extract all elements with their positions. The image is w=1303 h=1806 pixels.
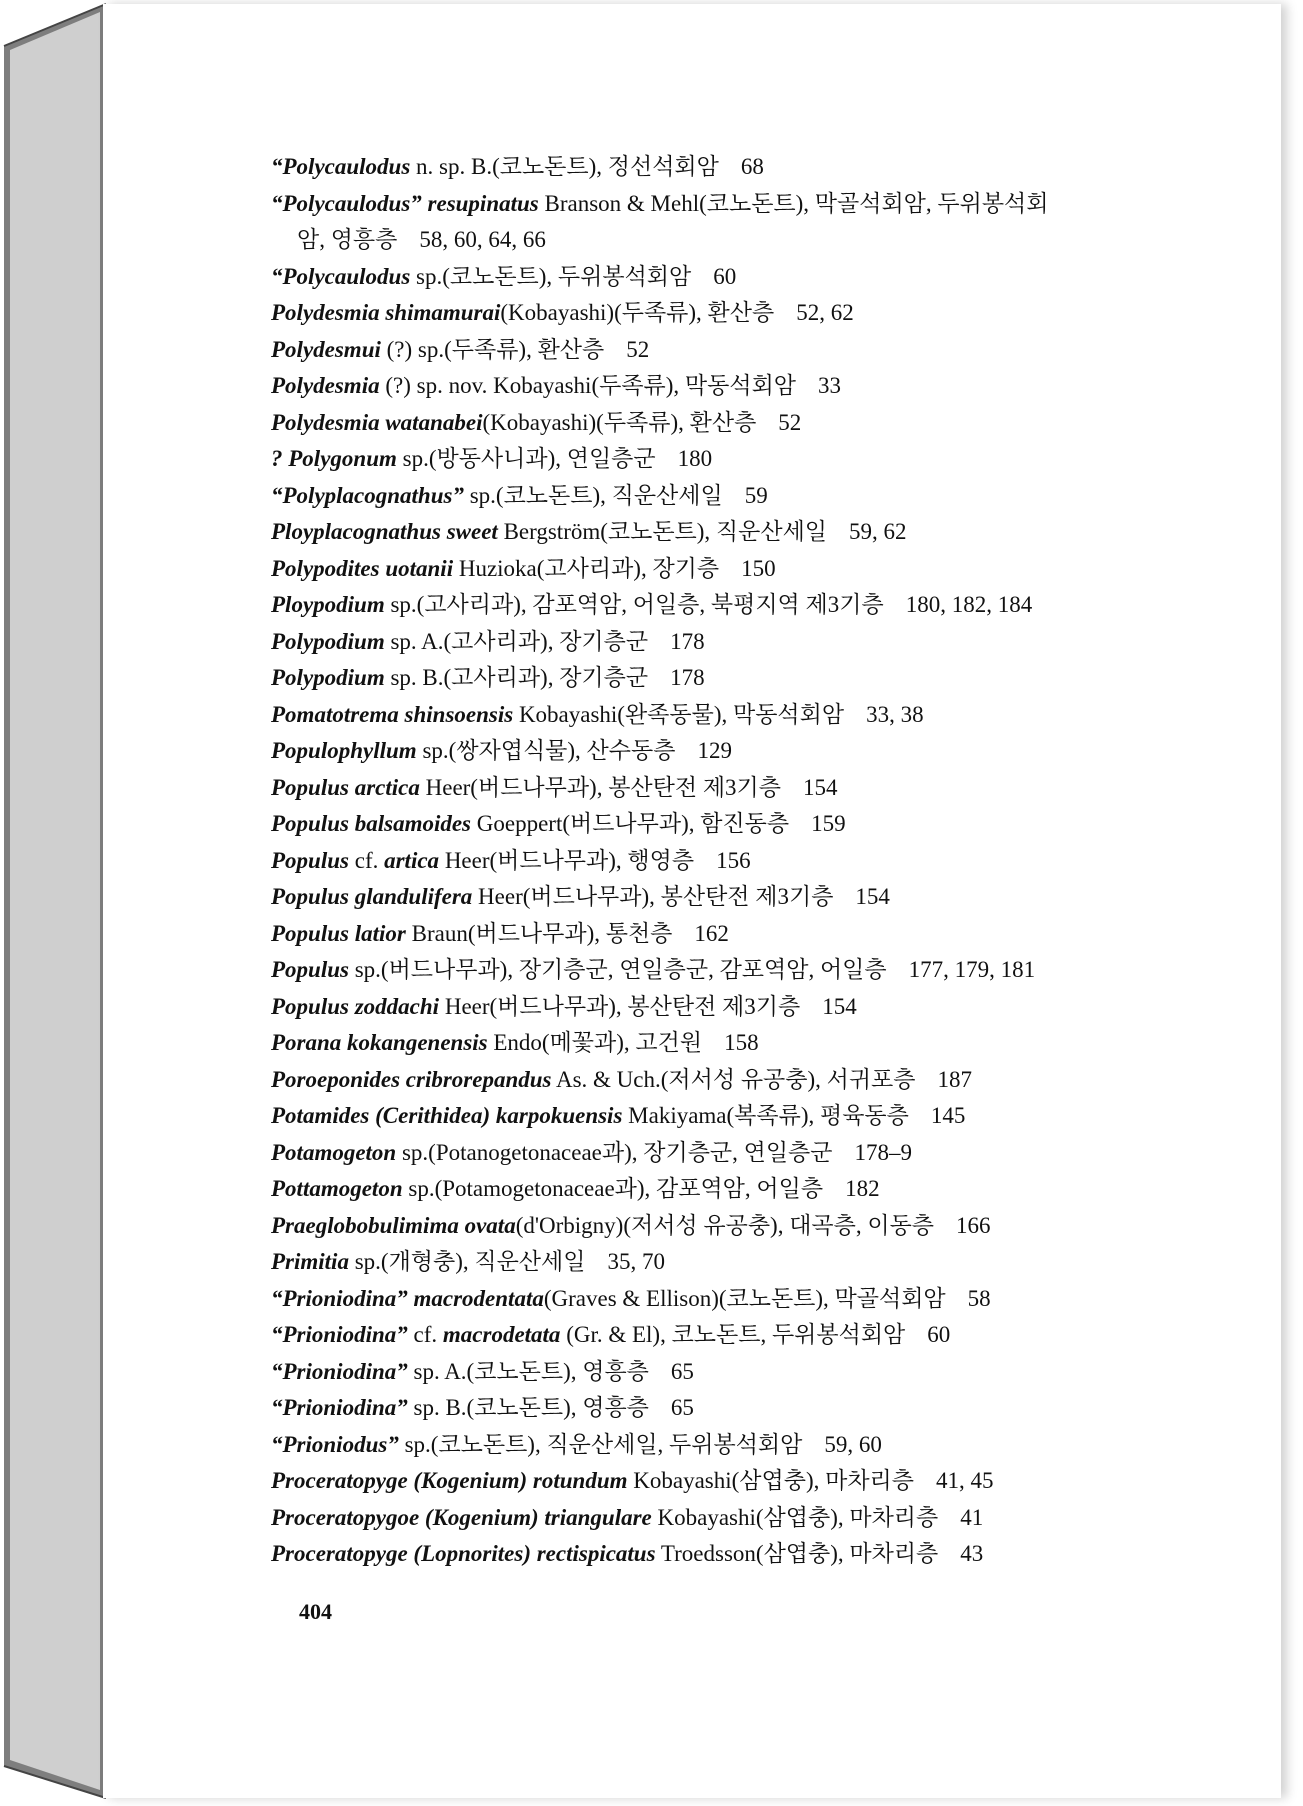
taxon-name: “Polycaulodus xyxy=(271,154,411,179)
index-entry xyxy=(271,441,1281,478)
page-references: 158 xyxy=(724,1030,759,1055)
page-references: 58, 60, 64, 66 xyxy=(419,227,546,252)
page-references: 65 xyxy=(670,1358,694,1384)
taxon-name: Potamides (Cerithidea) karpokuensis xyxy=(271,1103,623,1128)
page-references: 60 xyxy=(927,1322,951,1347)
page-references: 35, 70 xyxy=(607,1249,665,1274)
page-references: 59 xyxy=(744,482,768,508)
page-references: 59, 60 xyxy=(824,1431,882,1457)
index-entry xyxy=(271,1463,1281,1500)
page-references: 68 xyxy=(740,154,764,179)
taxon-name: Pottamogeton xyxy=(271,1176,403,1201)
entry-description: (Kobayashi)(두족류), 환산층 xyxy=(482,409,757,435)
index-entry xyxy=(271,697,1281,734)
taxon-name: Ployplacognathus sweet xyxy=(271,519,498,544)
entry-description: sp. B.(고사리과), 장기층군 xyxy=(384,665,649,690)
entry-description: cf. xyxy=(407,1322,443,1347)
index-entry xyxy=(271,149,1281,186)
entry-description: sp.(Potanogetonaceae과), 장기층군, 연일층군 xyxy=(396,1139,833,1165)
index-entry xyxy=(271,916,1281,953)
index-entry xyxy=(271,1427,1281,1464)
taxon-name-secondary: macrodetata xyxy=(442,1322,561,1347)
entry-description: (Graves & Ellison)(코노돈트), 막골석회암 xyxy=(543,1285,946,1311)
entry-description: sp. A.(코노돈트), 영흥층 xyxy=(407,1358,649,1384)
index-entry xyxy=(271,295,1281,332)
page-references: 178 xyxy=(670,665,705,690)
index-entry xyxy=(271,1244,1281,1281)
entry-description: sp.(코노돈트), 직운산세일, 두위봉석회암 xyxy=(398,1431,803,1457)
entry-description: (?) sp.(두족류), 환산층 xyxy=(380,336,605,362)
page-references: 33 xyxy=(818,373,842,398)
entry-description: Kobayashi(삼엽충), 마차리층 xyxy=(651,1504,939,1530)
entry-continuation xyxy=(271,222,1281,259)
index-entry xyxy=(271,587,1281,624)
entry-description: sp.(쌍자엽식물), 산수동층 xyxy=(416,738,676,763)
index-entry xyxy=(271,1025,1281,1062)
page-references: 154 xyxy=(855,884,890,909)
index-entry xyxy=(271,1354,1281,1391)
taxon-name: Proceratopygoe (Kogenium) triangulare xyxy=(271,1504,652,1530)
taxon-name: Pomatotrema shinsoensis xyxy=(271,701,514,727)
index-entry xyxy=(271,733,1281,770)
page-references: 177, 179, 181 xyxy=(908,957,1036,982)
entry-description: As. & Uch.(저서성 유공충), 서귀포층 xyxy=(551,1066,916,1092)
taxon-name: “Prioniodina” xyxy=(271,1322,408,1347)
taxon-name: Polydesmui xyxy=(271,336,381,362)
page-number: 404 xyxy=(299,1599,332,1624)
entry-description-secondary: (Gr. & El), 코노돈트, 두위봉석회암 xyxy=(560,1322,906,1347)
taxon-name: Populus glandulifera xyxy=(271,884,473,909)
entry-description: sp.(개형충), 직운산세일 xyxy=(348,1249,586,1274)
entry-description: Endo(메꽃과), 고건원 xyxy=(487,1030,703,1055)
taxon-name: “Polycaulodus” resupinatus xyxy=(271,190,539,216)
index-entry xyxy=(271,770,1281,807)
index-entry xyxy=(271,514,1281,551)
index-entry xyxy=(271,952,1281,989)
continuation-text: 암, 영흥층 xyxy=(297,227,398,252)
page-references: 154 xyxy=(803,774,838,800)
index-entry xyxy=(271,843,1281,880)
entry-description: Branson & Mehl(코노돈트), 막골석회암, 두위봉석회 xyxy=(538,190,1049,216)
index-entry xyxy=(271,405,1281,442)
taxon-name: Polypodium xyxy=(271,665,385,690)
entry-description: Bergström(코노돈트), 직운산세일 xyxy=(497,519,828,544)
taxon-name: Polydesmia shimamurai xyxy=(271,300,501,325)
page-references: 182 xyxy=(845,1176,880,1201)
taxon-name: Potamogeton xyxy=(271,1139,397,1165)
index-entry xyxy=(271,1208,1281,1245)
entry-description: (d'Orbigny)(저서성 유공충), 대곡층, 이동층 xyxy=(515,1212,935,1238)
page-references: 159 xyxy=(811,811,846,836)
index-entry xyxy=(271,989,1281,1026)
taxon-name: Populus zoddachi xyxy=(271,993,440,1019)
page-references: 41 xyxy=(960,1504,984,1530)
index-entry xyxy=(271,1135,1281,1172)
page-references: 43 xyxy=(960,1541,984,1566)
index-entry xyxy=(271,478,1281,515)
entry-description: sp.(고사리과), 감포역암, 어일층, 북평지역 제3기층 xyxy=(384,592,884,617)
taxon-name: Ploypodium xyxy=(271,592,385,617)
entry-description: Goeppert(버드나무과), 함진동층 xyxy=(471,811,790,836)
page-references: 52 xyxy=(778,409,802,435)
entry-description: sp.(버드나무과), 장기층군, 연일층군, 감포역암, 어일층 xyxy=(348,957,887,982)
taxon-name: Polypodium xyxy=(271,628,385,654)
index-entry xyxy=(271,332,1281,369)
entry-description: Troedsson(삼엽충), 마차리층 xyxy=(655,1541,939,1566)
index-entry xyxy=(271,1171,1281,1208)
entry-description: Huzioka(고사리과), 장기층 xyxy=(453,555,720,581)
page-references: 65 xyxy=(670,1395,694,1420)
index-entry xyxy=(271,1098,1281,1135)
taxon-name: Populus xyxy=(271,957,349,982)
entry-description: sp.(코노돈트), 직운산세일 xyxy=(463,482,723,508)
taxon-name: “Polycaulodus xyxy=(271,263,411,289)
taxon-name: “Prioniodina” xyxy=(271,1395,408,1420)
taxon-name: Populus balsamoides xyxy=(271,811,472,836)
entry-description: sp.(Potamogetonaceae과), 감포역암, 어일층 xyxy=(402,1176,824,1201)
taxon-name: Porana kokangenensis xyxy=(271,1030,488,1055)
taxon-name: “Prioniodus” xyxy=(271,1431,399,1457)
page-references: 166 xyxy=(956,1212,991,1238)
taxon-name: “Polyplacognathus” xyxy=(271,482,464,508)
entry-description: Makiyama(복족류), 평육동층 xyxy=(622,1103,909,1128)
index-entry xyxy=(271,1500,1281,1537)
index-entry xyxy=(271,259,1281,296)
entry-description: sp. B.(코노돈트), 영흥층 xyxy=(407,1395,649,1420)
taxon-name: Populophyllum xyxy=(271,738,417,763)
page-references: 162 xyxy=(694,920,729,946)
page-references: 178 xyxy=(670,628,705,654)
page-references: 52 xyxy=(626,336,650,362)
page-references: 59, 62 xyxy=(849,519,907,544)
index-entry xyxy=(271,879,1281,916)
taxon-name: Proceratopyge (Lopnorites) rectispicatus xyxy=(271,1541,656,1566)
taxon-name: Polydesmia watanabei xyxy=(271,409,483,435)
taxon-name: Proceratopyge (Kogenium) rotundum xyxy=(271,1468,628,1493)
taxon-name: Praeglobobulimima ovata xyxy=(271,1212,516,1238)
entry-description: Heer(버드나무과), 봉산탄전 제3기층 xyxy=(439,993,801,1019)
page-references: 129 xyxy=(697,738,732,763)
entry-description: Kobayashi(완족동물), 막동석회암 xyxy=(513,701,845,727)
page-references: 60 xyxy=(713,263,737,289)
index-entry xyxy=(271,368,1281,405)
page-references: 58 xyxy=(967,1285,991,1311)
page-references: 178–9 xyxy=(854,1139,912,1165)
entry-description: n. sp. B.(코노돈트), 정선석회암 xyxy=(410,154,719,179)
entry-description: Kobayashi(삼엽충), 마차리층 xyxy=(627,1468,914,1493)
page-references: 180, 182, 184 xyxy=(905,592,1033,617)
index-entry xyxy=(271,624,1281,661)
index-entry xyxy=(271,806,1281,843)
taxon-name: Poroeponides cribrorepandus xyxy=(271,1066,552,1092)
page-references: 180 xyxy=(677,446,713,471)
page-references: 41, 45 xyxy=(935,1468,994,1493)
taxon-name: Populus latior xyxy=(271,920,406,946)
page-references: 150 xyxy=(741,555,776,581)
index-entry xyxy=(271,186,1281,259)
entry-description: cf. xyxy=(348,847,385,873)
spine-highlight xyxy=(10,12,100,1790)
index-entry xyxy=(271,1062,1281,1099)
page-references: 154 xyxy=(822,993,857,1019)
index-entry xyxy=(271,1281,1281,1318)
page-references: 145 xyxy=(930,1103,966,1128)
page-references: 52, 62 xyxy=(796,300,854,325)
index-page xyxy=(103,4,1281,1798)
index-entry xyxy=(271,1536,1281,1573)
taxon-name: ? Polygonum xyxy=(271,446,397,471)
entry-description: Braun(버드나무과), 통천층 xyxy=(405,920,673,946)
index-entry xyxy=(271,1390,1281,1427)
entry-description: (Kobayashi)(두족류), 환산층 xyxy=(500,300,775,325)
entry-description: Heer(버드나무과), 봉산탄전 제3기층 xyxy=(419,774,781,800)
taxon-name: Primitia xyxy=(271,1249,349,1274)
entry-description: Heer(버드나무과), 봉산탄전 제3기층 xyxy=(472,884,834,909)
index-entry xyxy=(271,660,1281,697)
taxon-name: Populus arctica xyxy=(271,774,420,800)
page-references: 33, 38 xyxy=(866,701,924,727)
index-entry xyxy=(271,551,1281,588)
index-entry-list xyxy=(271,149,1281,1573)
taxon-name: “Prioniodina” xyxy=(271,1358,408,1384)
entry-description-secondary: Heer(버드나무과), 행영층 xyxy=(439,847,695,873)
entry-description: sp.(방동사니과), 연일층군 xyxy=(396,446,656,471)
taxon-name: “Prioniodina” macrodentata xyxy=(271,1285,544,1311)
taxon-name: Populus xyxy=(271,847,349,873)
index-entry xyxy=(271,1317,1281,1354)
page-references: 187 xyxy=(937,1066,972,1092)
page-references: 156 xyxy=(716,847,751,873)
entry-description: (?) sp. nov. Kobayashi(두족류), 막동석회암 xyxy=(379,373,797,398)
taxon-name: Polypodites uotanii xyxy=(271,555,454,581)
taxon-name: Polydesmia xyxy=(271,373,380,398)
taxon-name-secondary: artica xyxy=(384,847,440,873)
entry-description: sp.(코노돈트), 두위봉석회암 xyxy=(410,263,692,289)
entry-description: sp. A.(고사리과), 장기층군 xyxy=(384,628,649,654)
